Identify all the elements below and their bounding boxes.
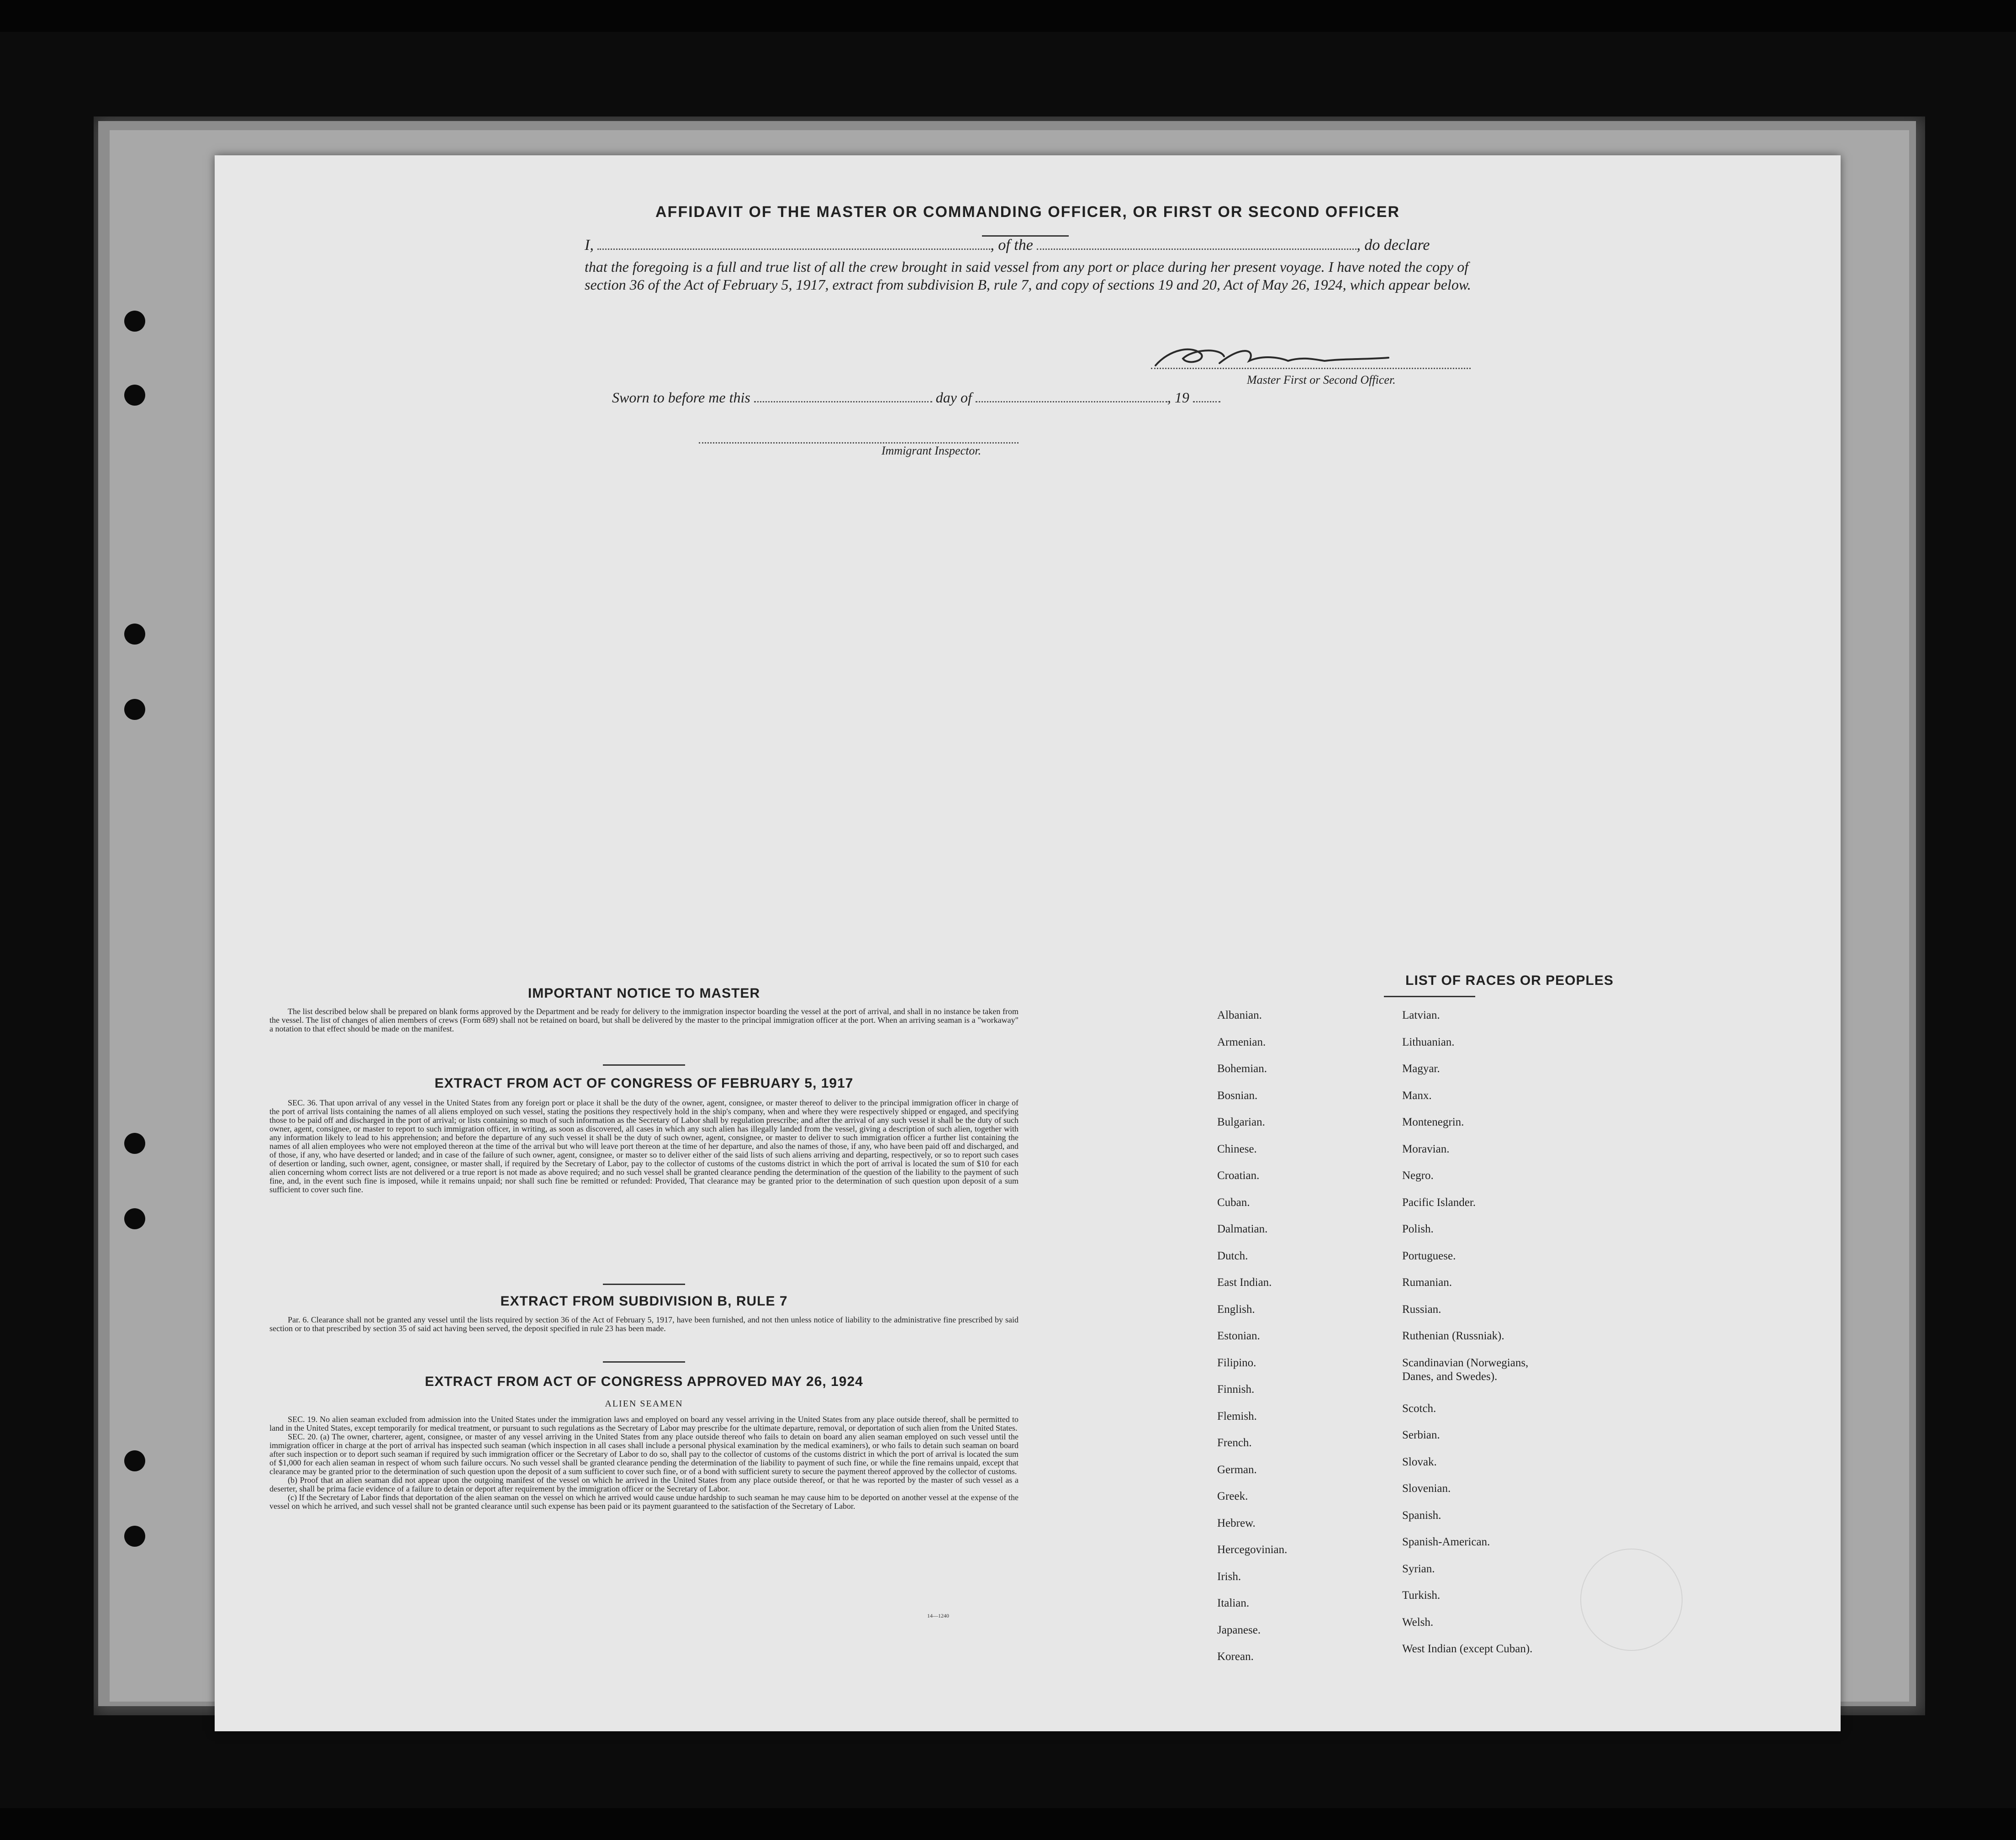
- sworn-month-blank: [976, 389, 1167, 402]
- race-item: Lithuanian.: [1402, 1036, 1455, 1048]
- sworn-year-blank: [1193, 389, 1220, 402]
- races-right-column: [1402, 1009, 1612, 1669]
- binder-hole: [124, 1208, 145, 1229]
- sec-20b-text: (b) Proof that an alien seaman did not appear upon the outgoing manifest of the vessel on which he arrived in the United States from any place outside thereof, or that he was reported by the master of such vessel as a deserter, shall be prima facie evidence of a failure to detain or deport after requirement by the immigration officer or the Secretary of Labor.: [269, 1475, 1019, 1493]
- race-item: Rumanian.: [1402, 1276, 1452, 1289]
- binder-hole: [124, 385, 145, 406]
- race-item: Estonian.: [1217, 1330, 1260, 1342]
- extract-1924-text: [269, 1415, 1019, 1511]
- race-item: Scandinavian (Norwegians, Danes, and Swedes).: [1402, 1356, 1529, 1383]
- race-item: Moravian.: [1402, 1142, 1450, 1155]
- sworn-day-blank: [754, 389, 932, 402]
- extract-1917-heading: EXTRACT FROM ACT OF CONGRESS OF FEBRUARY 5, 1917: [434, 1076, 854, 1091]
- section-rule: [603, 1361, 685, 1363]
- race-item: Welsh.: [1402, 1616, 1434, 1629]
- race-item: German.: [1217, 1463, 1257, 1476]
- race-item: Pacific Islander.: [1402, 1196, 1476, 1209]
- race-item: Filipino.: [1217, 1356, 1256, 1369]
- race-item: Italian.: [1217, 1597, 1250, 1609]
- binder-hole: [124, 1450, 145, 1471]
- sec-20a-text: SEC. 20. (a) The owner, charterer, agent, consignee, or master of any vessel arriving in the United States from any place outside thereof who fails to detain on board any alien seaman employed on such vessel until the immigration officer in charge at the port of arrival has inspected such seaman (which inspection in all cases shall include a personal physical examination by the medical examiners), or who fails to detain such seaman on board after such inspection or to deport such seaman if required by such immigration officer or the Secretary of Labor to do so, shall pay to the collector of customs of the customs district in which the port of arrival is located the sum of $1,000 for each alien seaman in respect of whom such failure occurs. No such vessel shall be granted clearance pending the determination of the liability to payment of such fine, or while the fine remains unpaid, except that clearance may be granted prior to the determination of such question upon the deposit of a sum sufficient to cover such fine, or of a bond with sufficient surety to secure the payment thereof approved by the collector of customs.: [269, 1432, 1019, 1476]
- race-item: Croatian.: [1217, 1169, 1260, 1182]
- notice-heading: IMPORTANT NOTICE TO MASTER: [528, 986, 760, 1001]
- races-left-column: [1217, 1009, 1400, 1677]
- form-number: 14—1240: [927, 1613, 949, 1619]
- race-item: Finnish.: [1217, 1383, 1255, 1396]
- race-item: Dalmatian.: [1217, 1223, 1268, 1235]
- extract-1924-heading: EXTRACT FROM ACT OF CONGRESS APPROVED MAY 26, 1924: [425, 1374, 863, 1389]
- binder-hole: [124, 1526, 145, 1547]
- alien-seamen-subheading: ALIEN SEAMEN: [605, 1399, 683, 1409]
- race-item: Bohemian.: [1217, 1063, 1267, 1075]
- inspector-label: Immigrant Inspector.: [881, 444, 982, 457]
- race-item: Korean.: [1217, 1650, 1254, 1663]
- section-rule: [603, 1284, 685, 1285]
- race-item: Slovenian.: [1402, 1482, 1451, 1495]
- race-item: Slovak.: [1402, 1455, 1437, 1468]
- race-item: West Indian (except Cuban).: [1402, 1643, 1533, 1655]
- inspector-signature-line: [699, 442, 1019, 444]
- race-item: Dutch.: [1217, 1249, 1248, 1262]
- race-item: Greek.: [1217, 1490, 1248, 1502]
- sworn-line: [612, 389, 1220, 406]
- extract-1917-text: SEC. 36. That upon arrival of any vessel in the United States from any foreign port or place it shall be the duty of the owner, agent, consignee, or master thereof to deliver to the principal immigration officer in charge of the port of arrival lists containing the names of all aliens employed on such vessel, stating the positions they respectively hold in the ship's company, when and where they were respectively shipped or engaged, and specifying those to be paid off and discharged in the port of arrival; or lists containing so much of such information as the Secretary of Labor shall by regulation prescribe; and after the arrival of any such vessel it shall be the duty of such owner, agent, consignee, or master to report to such immigration officer, in writing, as soon as discovered, all cases in which any such alien has illegally landed from the vessel, giving a description of such alien, together with any information likely to lead to his apprehension; and before the departure of any such vessel it shall be the duty of such owner, agent, consignee, or master to deliver to such immigration officer a further list containing the names of all alien employees who were not employed thereon at the time of the arrival but who will leave port thereon at the time of her departure, and also the names of those, if any, who have been paid off and discharged, and of those, if any, who have deserted or landed; and in case of the failure of such owner, agent, consignee, or master so to deliver either of the said lists of such aliens arriving and departing, respectively, or so to report such cases of desertion or landing, such owner, agent, consignee, or master shall, if required by the Secretary of Labor, pay to the collector of customs of the customs district in which the port of arrival is located the sum of $10 for each alien concerning whom correct lists are not delivered or a true report is not made as above required; and no such vessel shall be granted clearance pending the determination of the question of the liability to the payment of such fine, and, in the event such fine is imposed, while it remains unpaid; nor shall such fine be remitted or refunded: Provided, That clearance may be granted prior to the determination of such question upon deposit of a sum sufficient to cover such fine.: [269, 1098, 1019, 1194]
- race-item: Manx.: [1402, 1089, 1432, 1102]
- film-border-top: [0, 0, 2016, 32]
- sworn-day-of: day of: [935, 389, 972, 406]
- race-item: Syrian.: [1402, 1562, 1435, 1575]
- sec-20c-text: (c) If the Secretary of Labor finds that deportation of the alien seaman on the vessel on which he arrived would cause undue hardship to such seaman he may cause him to be deported on another vessel at the expense of the vessel on which he arrived, and such vessel shall not be granted clearance until such expense has been paid or its payment guaranteed to the satisfaction of the Secretary of Labor.: [269, 1493, 1019, 1511]
- binder-hole: [124, 1133, 145, 1154]
- sworn-prefix: Sworn to before me this: [612, 389, 750, 406]
- affidavit-of-the-label: , of the: [990, 237, 1033, 254]
- race-item: Portuguese.: [1402, 1249, 1456, 1262]
- race-item: Armenian.: [1217, 1036, 1266, 1048]
- race-item: Scotch.: [1402, 1402, 1436, 1415]
- section-rule: [603, 1064, 685, 1066]
- race-item: Latvian.: [1402, 1009, 1440, 1021]
- race-item: Bulgarian.: [1217, 1116, 1265, 1128]
- races-heading-rule: [1384, 996, 1475, 997]
- race-item: Magyar.: [1402, 1063, 1440, 1075]
- subdivision-b-text: Par. 6. Clearance shall not be granted any vessel until the lists required by section 36 of the Act of February 5, 1917, have been furnished, and not then unless notice of liability to the administrative fine prescribed by said section or to that prescribed by section 35 of said act having been served, the deposit specified in rule 23 has been made.: [269, 1315, 1019, 1333]
- race-item: Negro.: [1402, 1169, 1434, 1182]
- affidavit-heading: AFFIDAVIT OF THE MASTER OR COMMANDING OFFICER, OR FIRST OR SECOND OFFICER: [655, 203, 1400, 221]
- race-item: French.: [1217, 1437, 1252, 1449]
- document-page: [215, 155, 1841, 1731]
- race-item: Bosnian.: [1217, 1089, 1258, 1102]
- races-heading: LIST OF RACES OR PEOPLES: [1405, 973, 1614, 988]
- race-item: Serbian.: [1402, 1429, 1440, 1441]
- race-item: Spanish-American.: [1402, 1536, 1490, 1548]
- race-item: Cuban.: [1217, 1196, 1250, 1209]
- binder-hole: [124, 699, 145, 720]
- race-item: Turkish.: [1402, 1589, 1441, 1602]
- vessel-blank: [1037, 237, 1356, 250]
- affidavit-declare-label: , do declare: [1356, 237, 1430, 254]
- race-item: Ruthenian (Russniak).: [1402, 1330, 1504, 1342]
- film-border-bottom: [0, 1808, 2016, 1840]
- race-item: Japanese.: [1217, 1623, 1261, 1636]
- signature-line: [1151, 368, 1471, 369]
- notice-text: The list described below shall be prepared on blank forms approved by the Department and be ready for delivery to the immigration inspector boarding the vessel at the port of arrival, and shall in no instance be taken from the vessel. The list of changes of alien members of crews (Form 689) shall not be retained on board, but shall be delivered by the master to the principal immigration officer at the port. When an arriving seaman is a "workaway" a notation to that effect should be made on the manifest.: [269, 1007, 1019, 1033]
- binder-hole: [124, 311, 145, 332]
- race-item: East Indian.: [1217, 1276, 1272, 1289]
- race-item: Russian.: [1402, 1303, 1441, 1316]
- affidavit-declaration-line: [585, 237, 1430, 254]
- binder-hole: [124, 624, 145, 645]
- race-item: Spanish.: [1402, 1509, 1441, 1522]
- race-item: Montenegrin.: [1402, 1116, 1464, 1128]
- sworn-year: , 19: [1167, 389, 1189, 406]
- signature-area: [1151, 340, 1484, 391]
- signature-label: Master First or Second Officer.: [1247, 373, 1396, 386]
- race-item: Albanian.: [1217, 1009, 1262, 1021]
- race-item: English.: [1217, 1303, 1255, 1316]
- subdivision-b-heading: EXTRACT FROM SUBDIVISION B, RULE 7: [500, 1294, 788, 1309]
- race-item: Hebrew.: [1217, 1517, 1256, 1529]
- affidavit-i-label: I,: [585, 237, 594, 254]
- race-item: Hercegovinian.: [1217, 1544, 1288, 1556]
- affidavit-body: that the foregoing is a full and true list of all the crew brought in said vessel from any port or place during her present voyage. I have noted the copy of section 36 of the Act of February 5, 1917, extract from subdivision B, rule 7, and copy of sections 19 and 20, Act of May 26, 1924, which appear below.: [585, 259, 1471, 293]
- name-blank: [597, 237, 990, 250]
- race-item: Irish.: [1217, 1570, 1241, 1583]
- race-item: Polish.: [1402, 1223, 1434, 1235]
- race-item: Chinese.: [1217, 1142, 1257, 1155]
- sec-19-text: SEC. 19. No alien seaman excluded from admission into the United States under the immigration laws and employed on board any vessel arriving in the United States from any place outside thereof, shall be permitted to land in the United States, except temporarily for medical treatment, or pursuant to such regulations as the Secretary of Labor may prescribe for the ultimate departure, removal, or deportation of such alien from the United States.: [269, 1415, 1019, 1433]
- race-item: Flemish.: [1217, 1410, 1257, 1422]
